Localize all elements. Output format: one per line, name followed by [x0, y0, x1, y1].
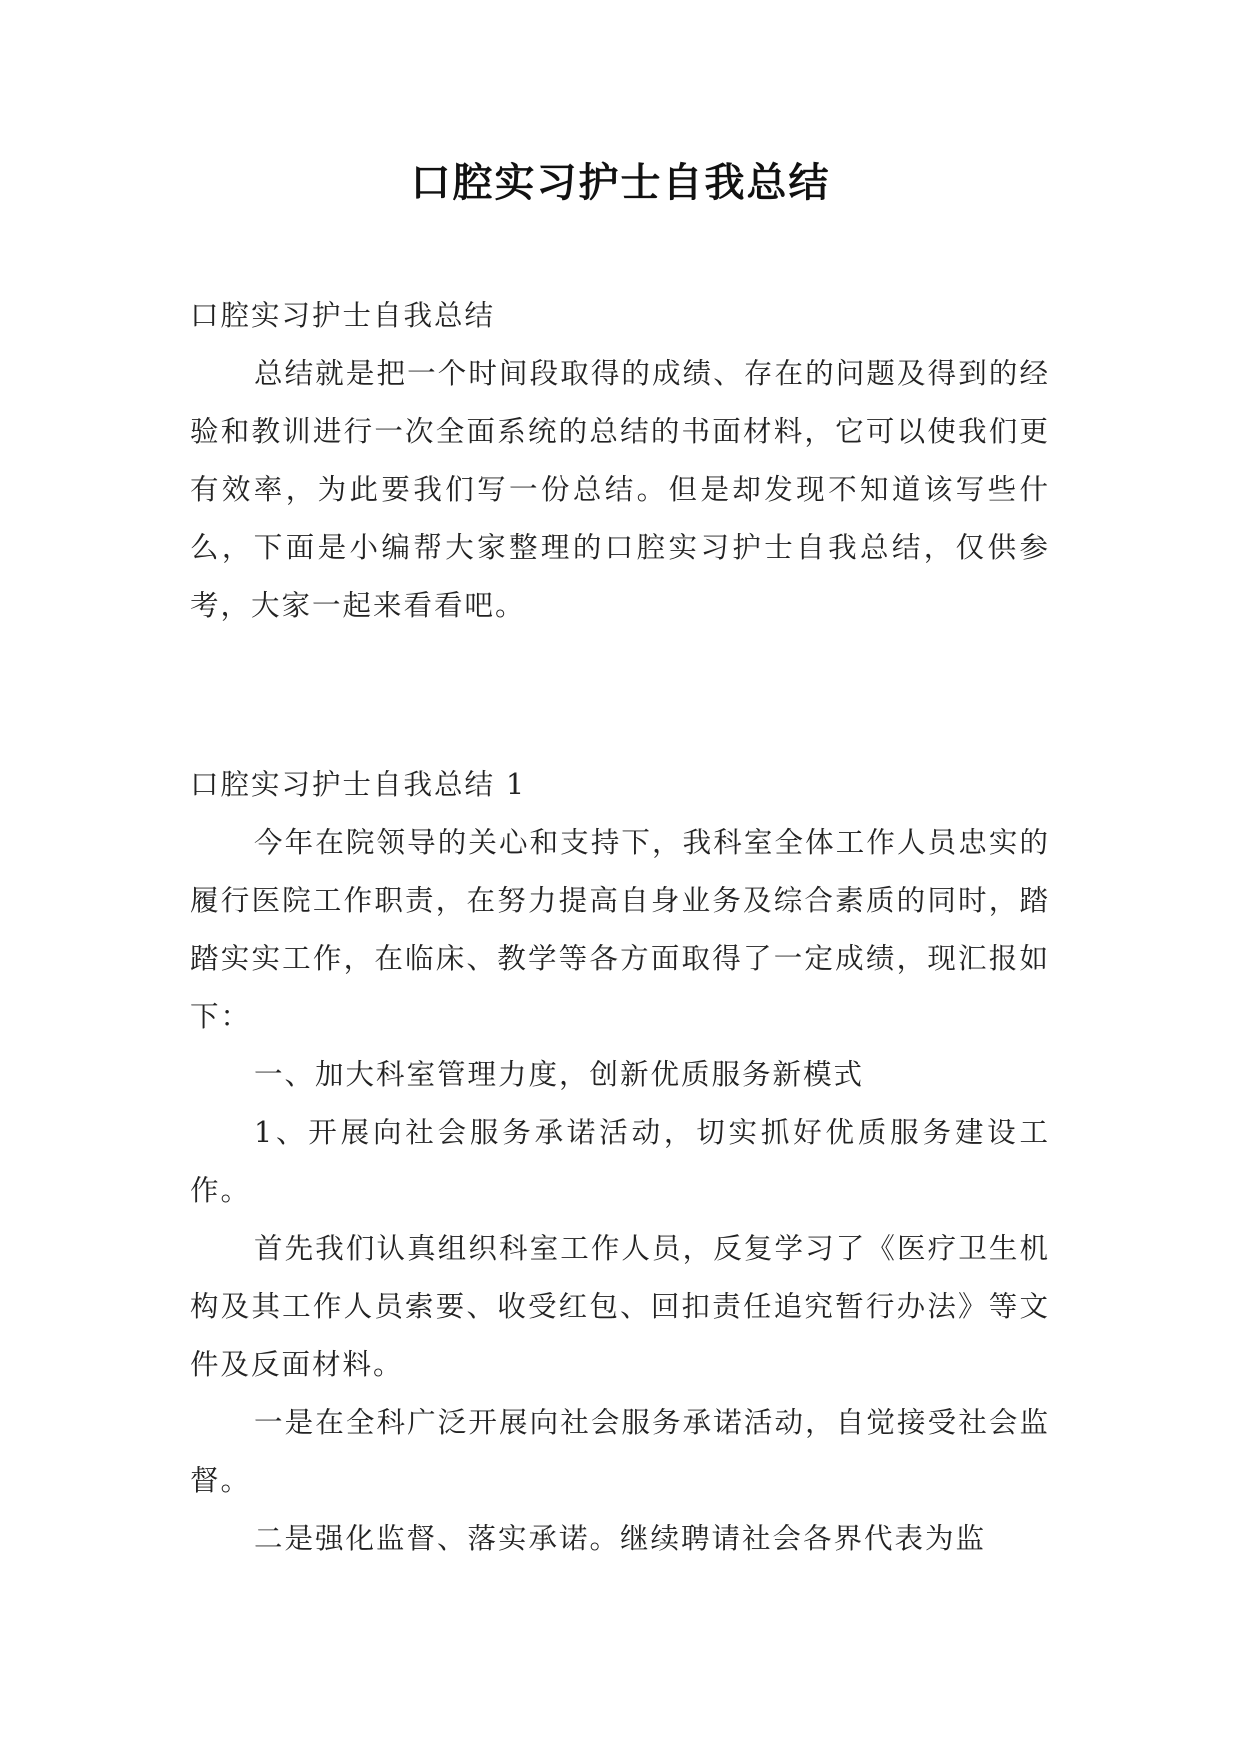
intro-paragraph: 总结就是把一个时间段取得的成绩、存在的问题及得到的经验和教训进行一次全面系统的总结的书面材料，它可以使我们更有效率，为此要我们写一份总结。但是却发现不知道该写些什么，下面是小编帮大家整理的口腔实习护士自我总结，仅供参考，大家一起来看看吧。 — [190, 357, 1050, 622]
section-1 — [190, 756, 1050, 1568]
body-paragraph: 今年在院领导的关心和支持下，我科室全体工作人员忠实的履行医院工作职责，在努力提高自身业务及综合素质的同时，踏踏实实工作，在临床、教学等各方面取得了一定成绩，现汇报如下： — [190, 826, 1050, 1033]
body-paragraph: 首先我们认真组织科室工作人员，反复学习了《医疗卫生机构及其工作人员索要、收受红包、回扣责任追究暂行办法》等文件及反面材料。 — [190, 1232, 1050, 1381]
intro-heading: 口腔实习护士自我总结 — [190, 299, 496, 332]
body-paragraph: 1、开展向社会服务承诺活动，切实抓好优质服务建设工作。 — [190, 1116, 1050, 1207]
section-1-heading: 口腔实习护士自我总结 1 — [190, 768, 527, 801]
body-paragraph: 一是在全科广泛开展向社会服务承诺活动，自觉接受社会监督。 — [190, 1406, 1050, 1497]
intro-section — [190, 287, 1050, 635]
subsection-heading: 一、加大科室管理力度，创新优质服务新模式 — [254, 1058, 865, 1091]
document-title: 口腔实习护士自我总结 — [410, 159, 831, 206]
body-paragraph: 二是强化监督、落实承诺。继续聘请社会各界代表为监 — [254, 1522, 987, 1555]
